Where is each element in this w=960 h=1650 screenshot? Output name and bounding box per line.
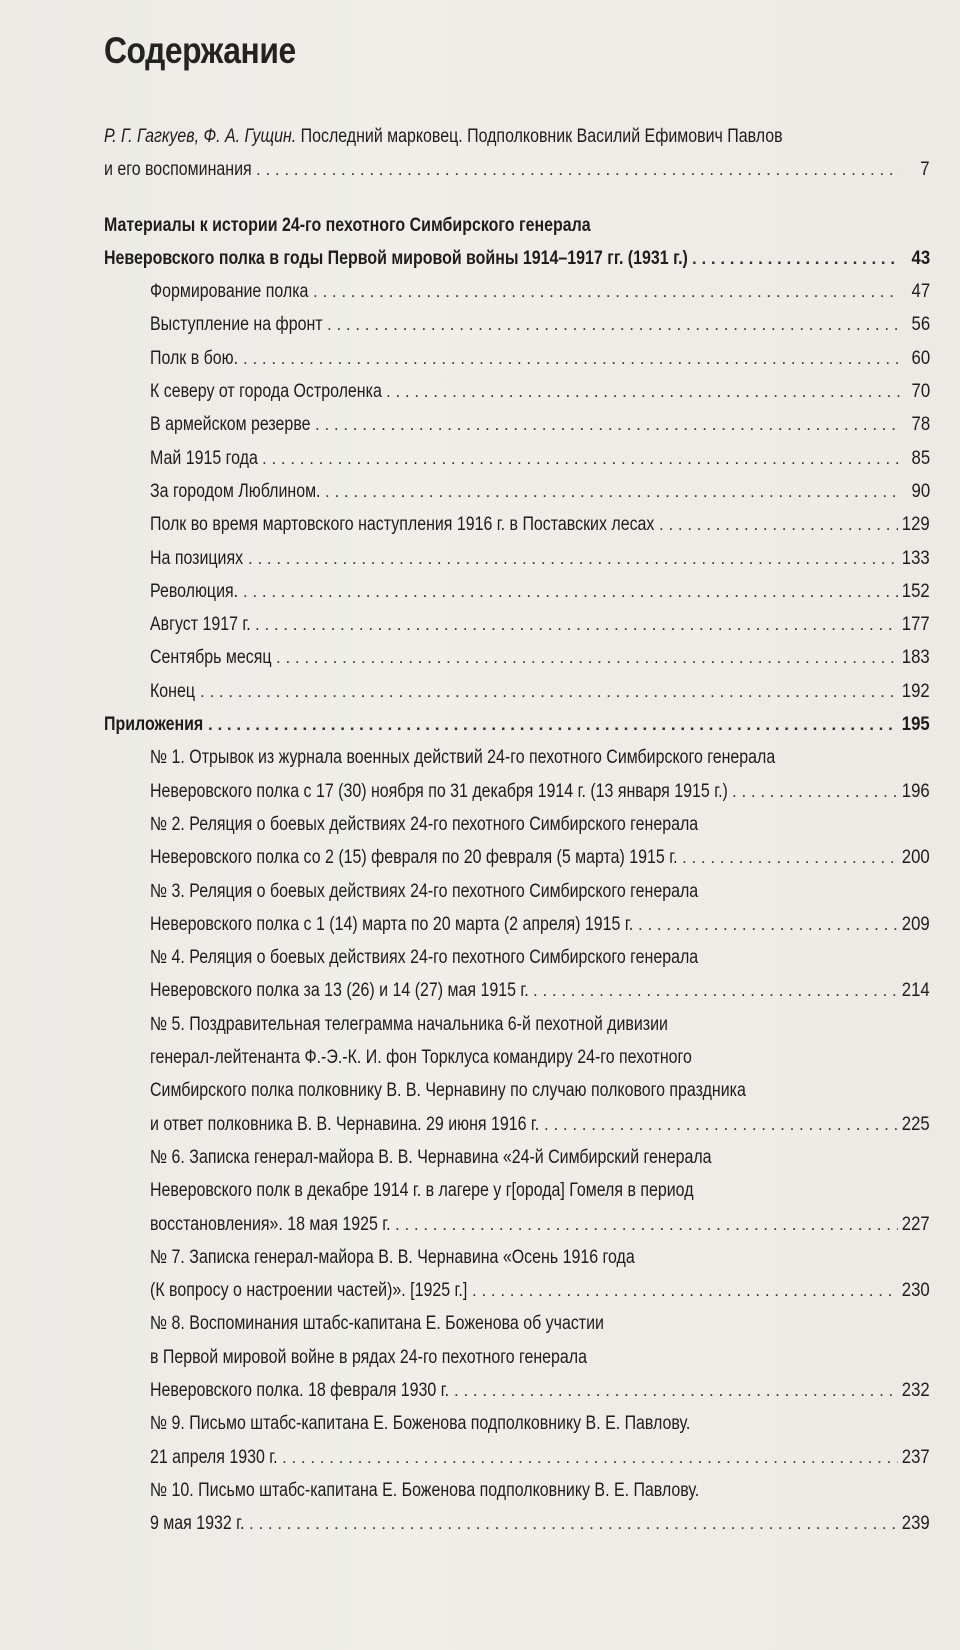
chapter-title: В армейском резерве <box>150 414 311 436</box>
leader-dots <box>655 515 898 535</box>
page-number: 183 <box>902 647 930 669</box>
appendix-item-text: № 9. Письмо штабс-капитана Е. Боженова подполковнику В. Е. Павлову. <box>150 1413 691 1435</box>
appendix-item-text: Неверовского полка с 17 (30) ноября по 31 декабря 1914 г. (13 января 1915 г.) <box>150 780 728 802</box>
leader-dots <box>450 1381 898 1401</box>
leader-dots <box>278 1448 898 1468</box>
leader-dots <box>634 915 898 935</box>
appendix-item-line <box>104 1214 930 1247</box>
page-number: 133 <box>902 547 930 569</box>
page-number: 85 <box>911 447 930 469</box>
appendix-item-line <box>104 1347 930 1380</box>
appendix-item-line <box>104 1047 930 1080</box>
toc-chapter-row <box>104 381 930 414</box>
appendix-list <box>104 747 930 1546</box>
appendix-item-line <box>104 980 930 1013</box>
leader-dots <box>311 415 900 435</box>
toc-chapter-row <box>104 681 930 714</box>
appendix-item-text: Неверовского полка с 1 (14) марта по 20 марта (2 апреля) 1915 г. <box>150 913 634 935</box>
page-number: 227 <box>902 1213 930 1235</box>
page-number: 195 <box>902 714 930 736</box>
leader-dots <box>678 848 898 868</box>
appendix-item-text: № 3. Реляция о боевых действиях 24-го пехотного Симбирского генерала <box>150 880 699 902</box>
page-number: 70 <box>911 381 930 403</box>
chapter-title: Конец <box>150 680 196 702</box>
toc-entry-intro-line1 <box>104 126 930 159</box>
chapter-title: Полк в бою. <box>150 347 239 369</box>
chapter-title: Август 1917 г. <box>150 614 251 636</box>
toc-chapter-row <box>104 614 930 647</box>
appendix-heading <box>104 714 930 747</box>
appendix-item-line <box>104 747 930 780</box>
leader-dots <box>251 615 898 635</box>
appendix-item-line <box>104 881 930 914</box>
appendix-item-line <box>104 1247 930 1280</box>
appendix-item-text: 21 апреля 1930 г. <box>150 1446 278 1468</box>
leader-dots <box>323 315 900 335</box>
page-number: 192 <box>902 680 930 702</box>
page-number: 196 <box>902 780 930 802</box>
toc-chapter-row <box>104 314 930 347</box>
appendix-item-text: № 4. Реляция о боевых действиях 24-го пехотного Симбирского генерала <box>150 947 699 969</box>
appendix-item-line <box>104 1380 930 1413</box>
table-of-contents <box>104 126 930 1546</box>
appendix-item-line <box>104 1513 930 1546</box>
appendix-item-line <box>104 1280 930 1313</box>
page-number: 47 <box>911 281 930 303</box>
chapter-title: Полк во время мартовского наступления 1916 г. в Поставских лесах <box>150 514 655 536</box>
page-number: 7 <box>920 159 930 181</box>
chapter-title: На позициях <box>150 547 244 569</box>
chapter-title: За городом Люблином. <box>150 480 321 502</box>
chapter-title: Май 1915 года <box>150 447 258 469</box>
appendix-item-text: Неверовского полк в декабре 1914 г. в лагере у г[орода] Гомеля в период <box>150 1180 694 1202</box>
chapter-title: К северу от города Остроленка <box>150 381 382 403</box>
intro-authors: Р. Г. Гагкуев, Ф. А. Гущин. <box>104 126 297 147</box>
chapter-title: Сентябрь месяц <box>150 647 272 669</box>
page-number: 78 <box>911 414 930 436</box>
page-number: 90 <box>911 480 930 502</box>
page-number: 214 <box>902 980 930 1002</box>
appendix-item-line <box>104 1480 930 1513</box>
leader-dots <box>728 782 898 802</box>
section-heading-line2 <box>104 248 930 281</box>
leader-dots <box>529 981 898 1001</box>
appendix-item-text: 9 мая 1932 г. <box>150 1513 245 1535</box>
appendix-item-text: Симбирского полка полковнику В. В. Чернавину по случаю полкового праздника <box>150 1080 746 1102</box>
toc-chapter-row <box>104 348 930 381</box>
appendix-item-line <box>104 1413 930 1446</box>
appendix-item-text: № 6. Записка генерал-майора В. В. Чернавина «24-й Симбирский генерала <box>150 1146 712 1168</box>
leader-dots <box>239 582 898 602</box>
page-number: 230 <box>902 1280 930 1302</box>
intro-title-part1: Последний марковец. Подполковник Василий Ефимович Павлов <box>296 126 783 147</box>
appendix-item-line <box>104 781 930 814</box>
appendix-item-line <box>104 1313 930 1346</box>
leader-dots <box>272 648 898 668</box>
leader-dots <box>196 682 898 702</box>
page-number: 237 <box>902 1446 930 1468</box>
page-number: 129 <box>902 514 930 536</box>
appendix-item-text: Неверовского полка. 18 февраля 1930 г. <box>150 1379 450 1401</box>
leader-dots <box>258 449 900 469</box>
appendix-item-text: № 5. Поздравительная телеграмма начальника 6-й пехотной дивизии <box>150 1013 668 1035</box>
intro-title-part2: и его воспоминания <box>104 159 252 181</box>
appendix-item-text: № 10. Письмо штабс-капитана Е. Боженова подполковнику В. Е. Павлову. <box>150 1479 700 1501</box>
chapter-title: Выступление на фронт <box>150 314 323 336</box>
appendix-item-text: № 7. Записка генерал-майора В. В. Чернавина «Осень 1916 года <box>150 1246 635 1268</box>
appendix-item-line <box>104 847 930 880</box>
appendix-item-line <box>104 1080 930 1113</box>
toc-chapter-row <box>104 481 930 514</box>
appendix-item-text: № 1. Отрывок из журнала военных действий 24-го пехотного Симбирского генерала <box>150 747 776 769</box>
section-heading-line1 <box>104 215 930 248</box>
page-number: 152 <box>902 580 930 602</box>
appendix-item-line <box>104 1447 930 1480</box>
page-number: 56 <box>911 314 930 336</box>
leader-dots <box>391 1215 898 1235</box>
leader-dots <box>688 249 900 269</box>
leader-dots <box>540 1115 898 1135</box>
section-title-part1: Материалы к истории 24-го пехотного Симбирского генерала <box>104 214 591 236</box>
page-number: 225 <box>902 1113 930 1135</box>
chapter-title: Революция. <box>150 580 239 602</box>
toc-entry-intro-line2 <box>104 159 930 192</box>
appendix-item-text: № 8. Воспоминания штабс-капитана Е. Боженова об участии <box>150 1313 604 1335</box>
appendix-item-text: и ответ полковника В. В. Чернавина. 29 июня 1916 г. <box>150 1113 540 1135</box>
appendix-item-line <box>104 1014 930 1047</box>
appendix-title: Приложения <box>104 714 204 736</box>
toc-chapter-row <box>104 548 930 581</box>
appendix-item-line <box>104 947 930 980</box>
leader-dots <box>245 1514 898 1534</box>
appendix-item-text: (К вопросу о настроении частей)». [1925 г.] <box>150 1280 468 1302</box>
leader-dots <box>204 715 898 735</box>
appendix-item-line <box>104 814 930 847</box>
spacer <box>104 193 930 215</box>
page-number: 177 <box>902 614 930 636</box>
page-number: 239 <box>902 1513 930 1535</box>
page-number: 60 <box>911 347 930 369</box>
toc-chapter-row <box>104 281 930 314</box>
appendix-item-text: в Первой мировой войне в рядах 24-го пехотного генерала <box>150 1346 588 1368</box>
page-number: 209 <box>902 913 930 935</box>
toc-chapter-row <box>104 581 930 614</box>
toc-chapter-row <box>104 414 930 447</box>
page-number: 200 <box>902 847 930 869</box>
page-title: Содержание <box>104 30 296 71</box>
section-title-part2: Неверовского полка в годы Первой мировой войны 1914–1917 гг. (1931 г.) <box>104 247 688 269</box>
appendix-item-line <box>104 914 930 947</box>
page-number: 232 <box>902 1379 930 1401</box>
chapter-list <box>104 281 930 714</box>
toc-chapter-row <box>104 514 930 547</box>
appendix-item-line <box>104 1180 930 1213</box>
chapter-title: Формирование полка <box>150 281 309 303</box>
appendix-item-text: генерал-лейтенанта Ф.-Э.-К. И. фон Торклуса командиру 24-го пехотного <box>150 1047 692 1069</box>
leader-dots <box>239 349 900 369</box>
leader-dots <box>244 549 898 569</box>
leader-dots <box>309 282 900 302</box>
leader-dots <box>321 482 900 502</box>
appendix-item-text: Неверовского полка за 13 (26) и 14 (27) мая 1915 г. <box>150 980 529 1002</box>
leader-dots <box>382 382 900 402</box>
leader-dots <box>252 160 900 180</box>
page-number: 43 <box>911 247 930 269</box>
appendix-item-line <box>104 1114 930 1147</box>
leader-dots <box>468 1281 898 1301</box>
appendix-item-text: Неверовского полка со 2 (15) февраля по 20 февраля (5 марта) 1915 г. <box>150 847 678 869</box>
appendix-item-line <box>104 1147 930 1180</box>
toc-chapter-row <box>104 448 930 481</box>
toc-chapter-row <box>104 647 930 680</box>
appendix-item-text: восстановления». 18 мая 1925 г. <box>150 1213 391 1235</box>
appendix-item-text: № 2. Реляция о боевых действиях 24-го пехотного Симбирского генерала <box>150 813 699 835</box>
